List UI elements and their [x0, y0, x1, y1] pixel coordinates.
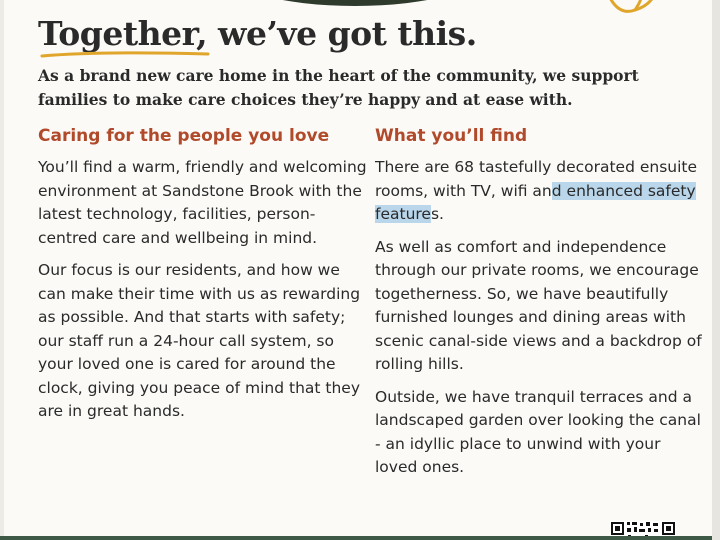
highlighted-text[interactable]: d enhanced safety feature [375, 181, 696, 223]
headline-underline [40, 50, 210, 60]
right-column [375, 126, 705, 489]
right-paragraph-1-start: There are 68 tastefully decorated ensuite rooms, with TV, wifi an [375, 158, 698, 200]
right-paragraph-1 [375, 156, 705, 227]
top-photo-edge [220, 0, 490, 6]
left-column [38, 126, 368, 433]
leaf-icon [605, 0, 661, 18]
page-left-edge [0, 0, 4, 540]
page-headline: Together, we’ve got this. [38, 14, 477, 53]
page-right-edge [712, 0, 720, 540]
right-paragraph-3: Outside, we have tranquil terraces and a landscaped garden over looking the canal - an idyllic place to unwind with your loved ones. [375, 387, 701, 476]
right-paragraph-1-end: s. [430, 205, 444, 223]
bottom-bar [0, 536, 720, 540]
left-paragraph-2: Our focus is our residents, and how we can make their time with us as rewarding as possible. And that starts with safety; our staff run a 24-hour call system, so your loved one is cared for around the clock, giving you peace of mind that they are in great hands. [38, 261, 361, 420]
right-paragraph-2: As well as comfort and independence through our private rooms, we encourage togetherness. So, we have beautifully furnished lounges and dining areas with scenic canal-side views and a backdrop of rolling hills. [375, 237, 702, 373]
right-column-heading: What you’ll find [375, 126, 528, 146]
left-paragraph-1: You’ll find a warm, friendly and welcoming environment at Sandstone Brook with the latest technology, facilities, person-centred care and wellbeing in mind. [38, 158, 367, 247]
intro-text: As a brand new care home in the heart of the community, we support families to make care choices they’re happy and at ease with. [38, 66, 639, 109]
left-column-heading: Caring for the people you love [38, 126, 330, 146]
